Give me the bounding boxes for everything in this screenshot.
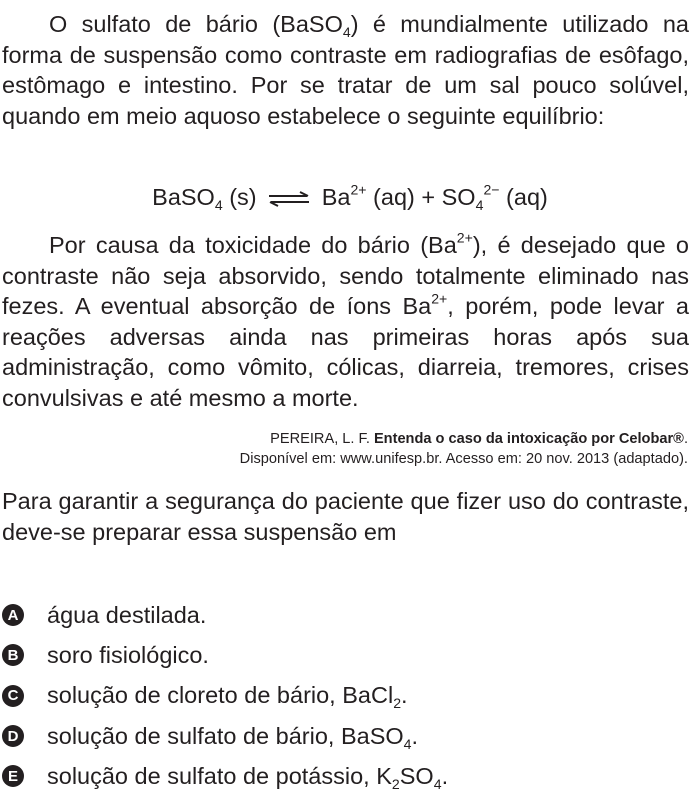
option-c-end: . [401,682,408,709]
option-b[interactable] [2,635,692,675]
option-c-subscript: 2 [393,695,402,712]
option-e-text-mid: SO [399,762,434,789]
toxicity-charge-2: 2+ [431,290,448,307]
equation-product-barium: Ba [321,184,351,210]
source-citation [240,429,688,469]
intro-subscript: 4 [342,23,351,40]
toxicity-text-continued: ), é desejado que o contraste não seja absorvido, sendo totalmente eliminado nas fezes. A eventual absorção de íons Ba [2,232,689,320]
intro-text: O sulfato de bário (BaSO [49,11,343,37]
answer-options [2,595,692,796]
toxicity-charge-1: 2+ [456,229,473,246]
option-d[interactable] [2,716,692,756]
option-c-text: solução de cloreto de bário, BaCl [47,682,394,709]
option-e-subscript-2: 4 [433,775,442,792]
option-e[interactable] [2,756,692,796]
option-e-text: solução de sulfato de potássio, K [47,762,392,789]
option-b-text: soro fisiológico. [47,641,209,668]
equilibrium-equation [0,180,700,214]
option-e-text-wrap [47,763,448,790]
option-e-letter-icon: E [2,765,24,787]
option-d-text: solução de sulfato de bário, BaSO [47,722,404,749]
citation-title: Entenda o caso da intoxicação por Celobar® [373,431,684,447]
intro-text-continued: ) é mundialmente utilizado na forma de suspensão como contraste em radiografias de esôfago, estômago e intestino. Por se tratar de um sal pouco solúvel, quando em meio aquoso estabelece o seguinte equilíbrio: [2,11,689,129]
toxicity-paragraph [2,230,689,414]
equation-sulfate-phase: (aq) [499,184,548,210]
equation-product-sulfate: SO [441,184,476,210]
option-c-letter-icon: C [2,685,24,707]
citation-line-1 [240,429,688,449]
option-d-subscript: 4 [403,735,412,752]
toxicity-text-end: , porém, pode levar a reações adversas ainda nas primeiras horas após sua administração, como vômito, cólicas, diarreia, tremores, crises convulsivas e até mesmo a morte. [2,293,689,411]
equation-sulfate-charge: 2− [483,181,500,198]
equation-sulfate-subscript: 4 [475,196,484,213]
option-a-letter-icon: A [2,604,24,626]
option-d-text-wrap [47,723,418,750]
toxicity-text: Por causa da toxicidade do bário (Ba [49,232,457,258]
equation-reactant-phase: (s) [222,184,257,210]
equation-reactant: BaSO [152,184,215,210]
equation-reactant-subscript: 4 [214,196,223,213]
option-a-text: água destilada. [47,601,207,628]
citation-availability: Disponível em: www.unifesp.br. Acesso em: 20 nov. 2013 (adaptado). [239,451,688,467]
option-d-letter-icon: D [2,725,24,747]
option-d-end: . [411,722,419,749]
equation-barium-phase: (aq) + [366,184,442,210]
option-c-text-wrap [47,682,408,712]
citation-title-end: . [683,431,688,447]
option-c[interactable] [2,676,692,716]
equation-barium-charge: 2+ [350,181,367,198]
question-stem: Para garantir a segurança do paciente que fizer uso do contraste, deve-se preparar essa suspensão em [2,488,689,545]
option-e-subscript-1: 2 [391,775,400,792]
equilibrium-arrows-icon [267,191,311,207]
option-b-letter-icon: B [2,644,24,666]
intro-paragraph [2,9,689,131]
option-e-end: . [441,762,449,789]
option-a[interactable] [2,595,692,635]
citation-author: PEREIRA, L. F. [270,431,374,447]
